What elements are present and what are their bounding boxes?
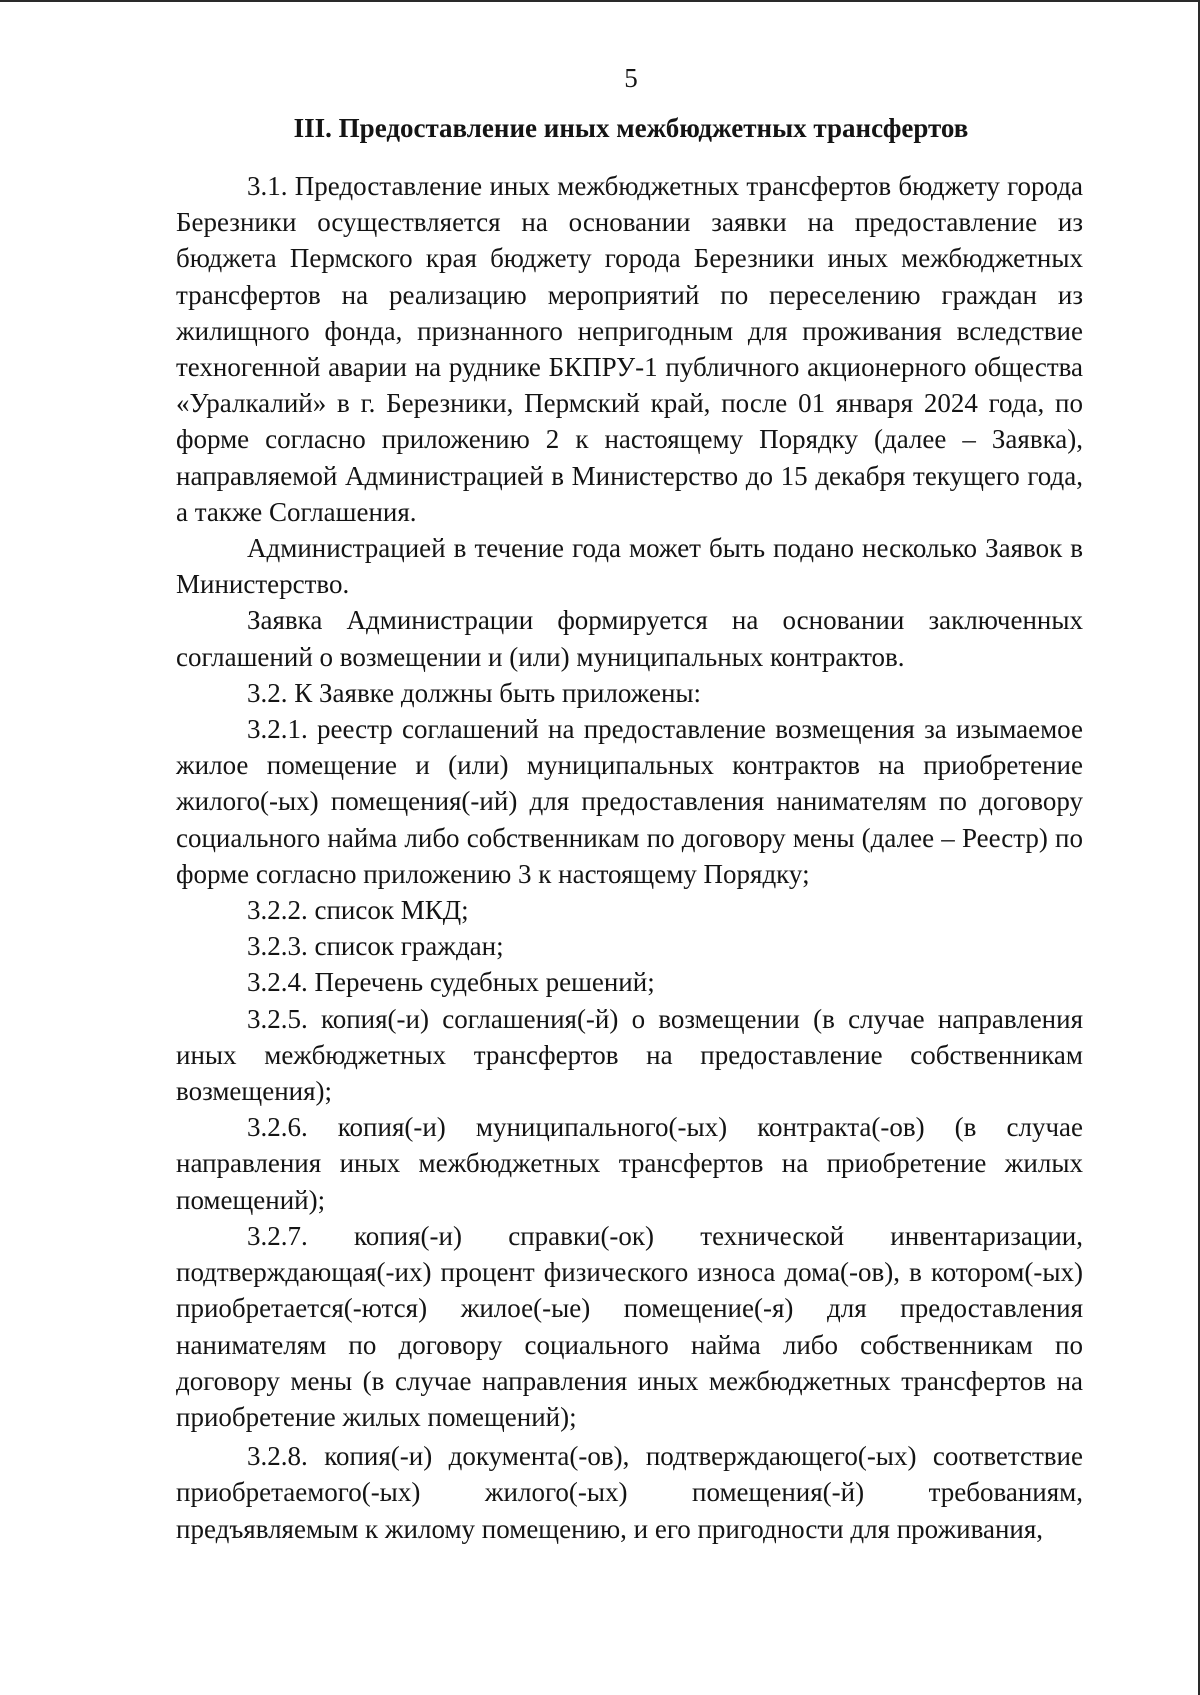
paragraph-3-2-7: 3.2.7. копия(-и) справки(-ок) технической инвентаризации, подтверждающая(-их) процент физического износа дома(-ов), в котором(-ых) приобретается(-ются) жилое(-ые) помещение(-я) для предоставления нанимателям по договору социального найма либо собственникам по договору мены (в случае направления иных межбюджетных трансфертов на приобретение жилых помещений); xyxy=(176,1220,1083,1432)
document-body xyxy=(176,168,1083,1547)
paragraph-3-2: 3.2. К Заявке должны быть приложены: xyxy=(247,677,702,708)
paragraph-3-2-6: 3.2.6. копия(-и) муниципального(-ых) контракта(-ов) (в случае направления иных межбюджетных трансфертов на приобретение жилых помещений); xyxy=(176,1112,1083,1215)
page-number: 5 xyxy=(624,63,638,93)
paragraph-3-2-3: 3.2.3. список граждан; xyxy=(247,931,504,962)
scan-edge-top xyxy=(0,0,1200,2)
paragraph-3-2-5: 3.2.5. копия(-и) соглашения(-й) о возмещении (в случае направления иных межбюджетных трансфертов на предоставление собственникам возмещения); xyxy=(176,1003,1083,1107)
section-title: III. Предоставление иных межбюджетных трансфертов xyxy=(293,113,969,143)
paragraph-3-2-4: 3.2.4. Перечень судебных решений; xyxy=(247,967,655,998)
paragraph-3-2-2: 3.2.2. список МКД; xyxy=(247,895,469,926)
paragraph-3-2-8: 3.2.8. копия(-и) документа(-ов), подтверждающего(-ых) соответствие приобретаемого(-ых) жилого(-ых) помещения(-й) требованиям, предъявляемым к жилому помещению, и его пригодности для проживания, xyxy=(176,1441,1083,1544)
paragraph-application-basis: Заявка Администрации формируется на основании заключенных соглашений о возмещении и (или) муниципальных контрактов. xyxy=(176,605,1083,672)
paragraph-3-2-1: 3.2.1. реестр соглашений на предоставление возмещения за изымаемое жилое помещение и (или) муниципальных контрактов на приобретение жилого(-ых) помещения(-ий) для предоставления нанимателям по договору социального найма либо собственникам по договору мены (далее – Реестр) по форме согласно приложению 3 к настоящему Порядку; xyxy=(176,714,1083,889)
paragraph-3-1: 3.1. Предоставление иных межбюджетных трансфертов бюджету города Березники осуществляется на основании заявки на предоставление из бюджета Пермского края бюджету города Березники иных межбюджетных трансфертов на реализацию мероприятий по переселению граждан из жилищного фонда, признанного непригодным для проживания вследствие техногенной аварии на руднике БКПРУ-1 публичного акционерного общества «Уралкалий» в г. Березники, Пермский край, после 01 января 2024 года, по форме согласно приложению 2 к настоящему Порядку (далее – Заявка), направляемой Администрацией в Министерство до 15 декабря текущего года, а также Соглашения. xyxy=(176,171,1083,527)
paragraph-multiple-applications: Администрацией в течение года может быть подано несколько Заявок в Министерство. xyxy=(176,533,1083,600)
